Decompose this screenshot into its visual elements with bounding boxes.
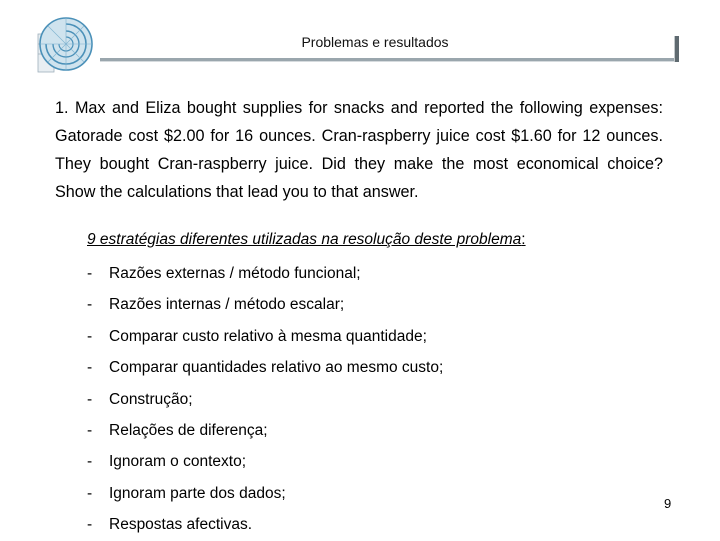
list-item: [87, 478, 667, 509]
list-item: [87, 446, 667, 477]
bullet-dash: -: [87, 296, 93, 314]
page-number: 9: [664, 496, 672, 511]
strategies-section: [87, 228, 667, 541]
list-item: [87, 415, 667, 446]
list-item-text: Relações de diferença;: [109, 422, 268, 440]
strategies-heading-text: 9 estratégias diferentes utilizadas na resolução deste problema: [87, 231, 522, 248]
bullet-dash: -: [87, 453, 93, 471]
list-item-text: Comparar custo relativo à mesma quantidade;: [109, 327, 427, 345]
strategies-heading-colon: :: [521, 231, 526, 248]
header-title: Problemas e resultados: [301, 34, 449, 50]
bullet-dash: -: [87, 265, 93, 282]
strategies-list: [87, 258, 667, 541]
bullet-dash: -: [87, 390, 93, 408]
bullet-dash: -: [87, 327, 93, 345]
strategies-heading: [87, 228, 667, 252]
problem-number: 1.: [55, 99, 69, 117]
bullet-dash: -: [87, 484, 93, 502]
bullet-dash: -: [87, 359, 93, 377]
list-item: [87, 258, 667, 289]
bullet-dash: -: [87, 516, 93, 534]
list-item-text: Construção;: [109, 390, 193, 408]
header-divider-corner: [674, 36, 679, 62]
list-item-text: Comparar quantidades relativo ao mesmo custo;: [109, 359, 444, 377]
list-item: [87, 289, 667, 320]
list-item-text: Ignoram parte dos dados;: [109, 484, 286, 502]
problem-statement: [55, 94, 663, 206]
list-item-text: Ignoram o contexto;: [109, 453, 246, 471]
list-item-text: Respostas afectivas.: [109, 516, 253, 534]
nautilus-logo-icon: [30, 14, 98, 76]
list-item-text: Razões externas / método funcional;: [109, 265, 361, 282]
list-item: [87, 509, 667, 540]
bullet-dash: -: [87, 422, 93, 440]
list-item: [87, 352, 667, 383]
list-item: [87, 384, 667, 415]
header-divider: [100, 58, 676, 62]
list-item-text: Razões internas / método escalar;: [109, 296, 345, 314]
list-item: [87, 321, 667, 352]
problem-text: Max and Eliza bought supplies for snacks and reported the following expenses: Gatorade cost $2.00 for 16 ounces. Cran-raspberry juice cost $1.60 for 12 ounces. They bought Cran-raspberry juice. Did they make the most economical choice? Show the calculations that lead you to that answer.: [55, 99, 663, 201]
